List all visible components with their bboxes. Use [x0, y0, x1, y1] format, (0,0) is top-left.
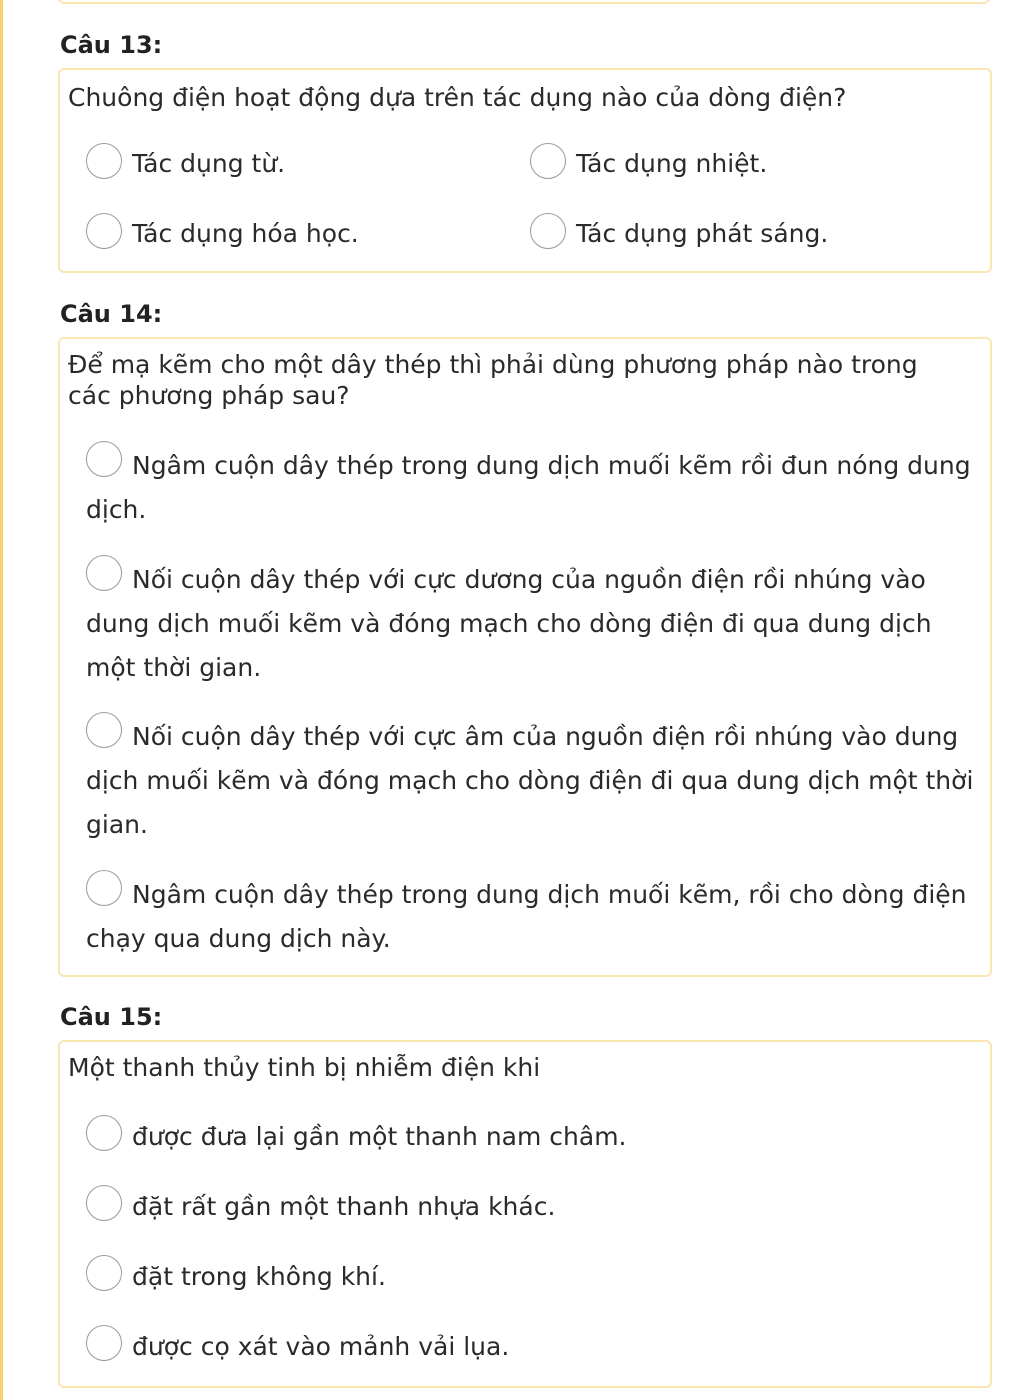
question-14-label: Câu 14: [60, 300, 163, 328]
question-14-box [58, 337, 992, 977]
q15-option-1-label[interactable]: được đưa lại gần một thanh nam châm. [132, 1122, 627, 1151]
q15-option-2-radio[interactable] [86, 1185, 122, 1221]
question-13-box [58, 68, 992, 273]
q14-option-2-label[interactable]: Nối cuộn dây thép với cực dương của nguồn điện rồi nhúng vào dung dịch muối kẽm và đóng mạch cho dòng điện đi qua dung dịch một thời gian. [86, 565, 932, 682]
q15-option-1-radio[interactable] [86, 1115, 122, 1151]
q14-option-3-label[interactable]: Nối cuộn dây thép với cực âm của nguồn điện rồi nhúng vào dung dịch muối kẽm và đóng mạch cho dòng điện đi qua dung dịch một thời gian. [86, 722, 974, 839]
q13-option-1-radio[interactable] [86, 143, 122, 179]
left-accent-rule [0, 0, 3, 1400]
q14-option-4-label[interactable]: Ngâm cuộn dây thép trong dung dịch muối kẽm, rồi cho dòng điện chạy qua dung dịch này. [86, 880, 967, 953]
q15-option-4-label[interactable]: được cọ xát vào mảnh vải lụa. [132, 1332, 510, 1361]
q15-option-2-label[interactable]: đặt rất gần một thanh nhựa khác. [132, 1192, 556, 1221]
q15-option-3-radio[interactable] [86, 1255, 122, 1291]
previous-question-box [58, 0, 990, 4]
question-15-text: Một thanh thủy tinh bị nhiễm điện khi [68, 1053, 541, 1082]
q13-option-2-radio[interactable] [530, 143, 566, 179]
q15-option-4-radio[interactable] [86, 1325, 122, 1361]
q13-option-1-label[interactable]: Tác dụng từ. [132, 149, 286, 178]
question-13-text: Chuông điện hoạt động dựa trên tác dụng nào của dòng điện? [68, 83, 847, 112]
question-13-label: Câu 13: [60, 31, 163, 59]
q13-option-3-radio[interactable] [86, 213, 122, 249]
q13-option-3-label[interactable]: Tác dụng hóa học. [132, 219, 359, 248]
q13-option-4-radio[interactable] [530, 213, 566, 249]
q13-option-4-label[interactable]: Tác dụng phát sáng. [576, 219, 829, 248]
q13-option-2-label[interactable]: Tác dụng nhiệt. [576, 149, 768, 178]
question-14-text: Để mạ kẽm cho một dây thép thì phải dùng phương pháp nào trong các phương pháp sau? [68, 350, 918, 410]
question-15-box [58, 1040, 992, 1388]
question-15-label: Câu 15: [60, 1003, 163, 1031]
q14-option-1-label[interactable]: Ngâm cuộn dây thép trong dung dịch muối kẽm rồi đun nóng dung dịch. [86, 451, 971, 524]
q15-option-3-label[interactable]: đặt trong không khí. [132, 1262, 386, 1291]
